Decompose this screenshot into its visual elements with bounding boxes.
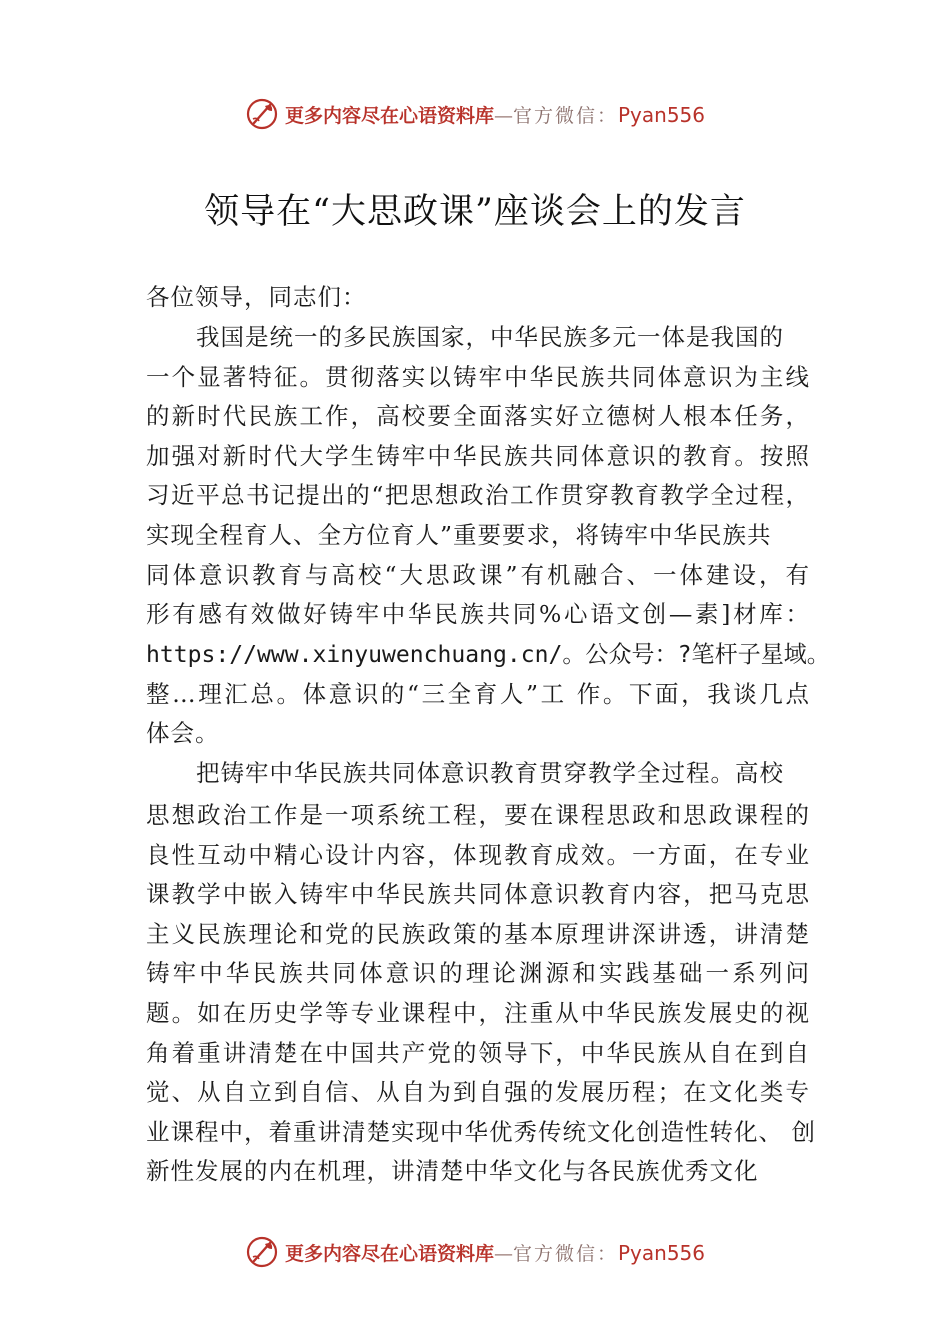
body-line: 我国是统一的多民族国家，中华民族多元一体是我国的 <box>196 323 784 351</box>
body-line: 业课程中，着重讲清楚实现中华优秀传统文化创造性转化、 创 <box>146 1118 816 1146</box>
watermark-dash: — <box>493 1242 513 1265</box>
watermark-brand: 更多内容尽在心语资料库 <box>284 104 494 127</box>
body-line: 铸牢中华民族共同体意识的理论渊源和实践基础一系列问 <box>146 959 810 987</box>
body-line: 新性发展的内在机理，讲清楚中华文化与各民族优秀文化 <box>146 1157 759 1185</box>
body-line: 主义民族理论和党的民族政策的基本原理讲深讲透，讲清楚 <box>146 920 810 948</box>
watermark-dash: — <box>493 104 513 127</box>
body-line: 实现全程育人、全方位育人”重要要求，将铸牢中华民族共 <box>146 521 772 549</box>
footer-watermark <box>0 1232 950 1272</box>
body-line: 习近平总书记提出的“把思想政治工作贯穿教育教学全过程， <box>146 481 810 509</box>
body-line: 的新时代民族工作，高校要全面落实好立德树人根本任务， <box>146 402 810 430</box>
body-line: 体会。 <box>146 719 220 747</box>
watermark-text <box>285 101 705 128</box>
body-line: 整…理汇总。体意识的“三全育人”工 作。下面，我谈几点 <box>146 680 810 708</box>
salutation-line: 各位领导，同志们： <box>146 283 367 311</box>
body-line: 把铸牢中华民族共同体意识教育贯穿教学全过程。高校 <box>196 759 784 787</box>
watermark-text <box>285 1239 705 1266</box>
watermark-label: 官方微信： <box>512 104 618 127</box>
watermark-handle: Pyan556 <box>618 102 706 127</box>
body-line: 良性互动中精心设计内容，体现教育成效。一方面，在专业 <box>146 841 810 869</box>
body-line: 角着重讲清楚在中国共产党的领导下，中华民族从自在到自 <box>146 1039 810 1067</box>
body-line: 课教学中嵌入铸牢中华民族共同体意识教育内容，把马克思 <box>146 880 810 908</box>
watermark-handle: Pyan556 <box>618 1240 706 1265</box>
quill-seal-logo-icon <box>245 1235 279 1269</box>
watermark-brand: 更多内容尽在心语资料库 <box>284 1242 494 1265</box>
quill-seal-logo-icon <box>245 97 279 131</box>
body-line: 思想政治工作是一项系统工程，要在课程思政和思政课程的 <box>146 801 810 829</box>
body-line: 同体意识教育与高校“大思政课”有机融合、一体建设，有 <box>146 561 810 589</box>
body-line: 加强对新时代大学生铸牢中华民族共同体意识的教育。按照 <box>146 442 810 470</box>
body-line: 题。如在历史学等专业课程中，注重从中华民族发展史的视 <box>146 999 810 1027</box>
body-line: 觉、从自立到自信、从自为到自强的发展历程；在文化类专 <box>146 1078 810 1106</box>
body-line-url: https://www.xinyuwenchuang.cn/。公众号：?笔杆子星域。 <box>146 640 830 668</box>
body-line: 形有感有效做好铸牢中华民族共同%心语文创—素]材库： <box>146 600 810 628</box>
watermark-label: 官方微信： <box>512 1242 618 1265</box>
body-line: 一个显著特征。贯彻落实以铸牢中华民族共同体意识为主线 <box>146 363 810 391</box>
document-title: 领导在“大思政课”座谈会上的发言 <box>204 192 746 232</box>
header-watermark <box>0 94 950 134</box>
